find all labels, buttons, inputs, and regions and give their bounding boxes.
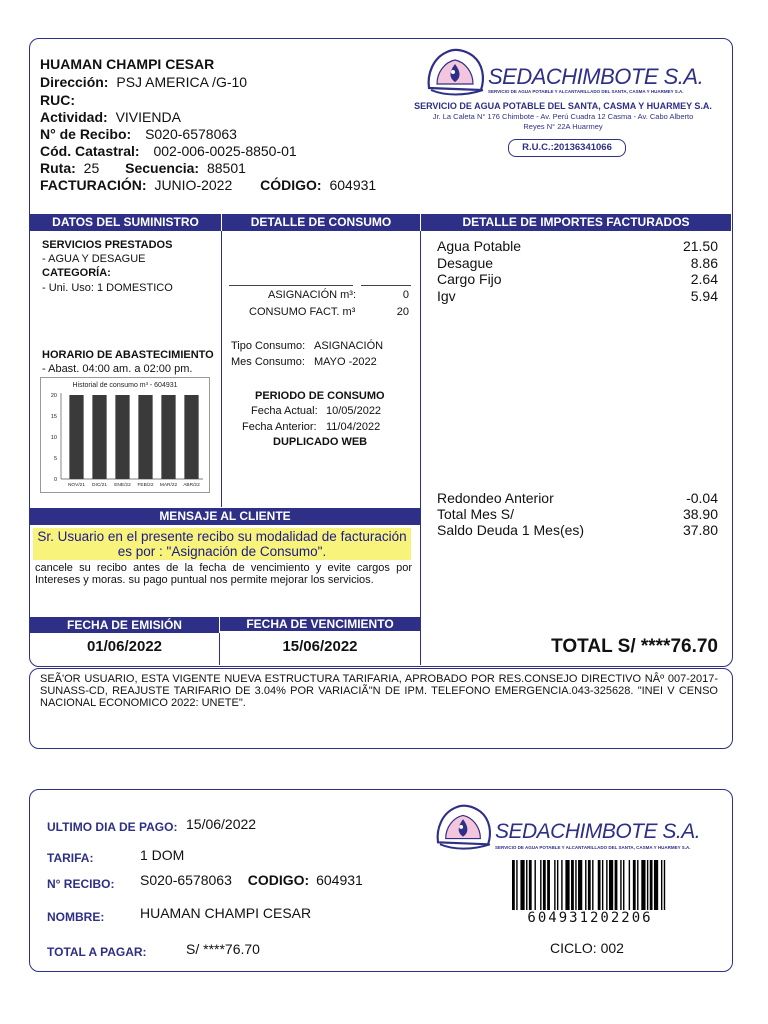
- barcode-bar: [520, 860, 524, 910]
- chart-bar: [161, 395, 175, 479]
- chart-y-tick-label: 10: [50, 435, 57, 441]
- horario-label: HORARIO DE ABASTECIMIENTO: [42, 349, 214, 361]
- barcode-bar: [516, 860, 517, 910]
- barcode-bar: [606, 860, 607, 910]
- stub-ultimo-value: 15/06/2022: [186, 816, 257, 832]
- fecha-anterior-value: 11/04/2022: [326, 421, 381, 433]
- barcode-bar: [615, 860, 618, 910]
- facturacion-value: JUNIO-2022: [154, 177, 233, 193]
- importe-total-value: -0.04: [686, 490, 718, 506]
- direccion-value: PSJ AMERICA /G-10: [116, 74, 248, 90]
- importe-label: Agua Potable: [437, 238, 522, 254]
- barcode-bar: [565, 860, 569, 910]
- divider-col-1: [221, 231, 222, 507]
- fecha-vencimiento-value: 15/06/2022: [282, 638, 358, 655]
- importe-value: 5.94: [690, 287, 718, 304]
- catastral-value: 002-006-0025-8850-01: [153, 143, 297, 159]
- consumo-line-1: [229, 285, 353, 286]
- barcode-bar: [633, 860, 636, 910]
- chart-x-tick-label: ABR/22: [183, 483, 200, 488]
- barcode-bar: [609, 860, 613, 910]
- barcode-bar: [598, 860, 601, 910]
- consumo-fact-value: 20: [396, 306, 409, 318]
- barcode-number: 604931202206: [527, 910, 653, 926]
- company-tagline: SERVICIO DE AGUA POTABLE Y ALCANTARILLADO DEL SANTA, CASMA Y HUARMEY S.A.: [488, 89, 684, 94]
- servicios-label: SERVICIOS PRESTADOS: [42, 239, 173, 251]
- company-service: SERVICIO DE AGUA POTABLE DEL SANTA, CASMA Y HUARMEY S.A.: [414, 101, 712, 111]
- importe-value: 8.86: [690, 254, 718, 271]
- stub-recibo-label: N° RECIBO:: [47, 877, 115, 891]
- header-fecha-vencimiento: FECHA DE VENCIMIENTO: [220, 617, 420, 631]
- chart-title: Historial de consumo m³ - 604931: [72, 382, 178, 389]
- fecha-actual-value: 10/05/2022: [326, 405, 382, 417]
- barcode-bar: [540, 860, 541, 910]
- barcode-bar: [647, 860, 648, 910]
- facturacion-row: [40, 177, 376, 193]
- barcode-bar: [543, 860, 546, 910]
- chart-x-tick-label: FEB/22: [137, 483, 154, 488]
- chart-x-tick-label: NOV/21: [67, 483, 86, 488]
- chart-bar: [115, 395, 129, 479]
- importe-value: 21.50: [682, 238, 718, 254]
- barcode-bar: [547, 860, 550, 910]
- chart-y-tick-label: 5: [53, 456, 57, 462]
- periodo-label: PERIODO DE CONSUMO: [255, 390, 385, 402]
- barcode-bar: [641, 860, 645, 910]
- servicios-value: - AGUA Y DESAGUE: [42, 253, 146, 265]
- ruc-label: RUC:: [40, 92, 75, 108]
- barcode-bar: [620, 860, 621, 910]
- consumption-chart-svg: [41, 378, 209, 492]
- horario-value: - Abast. 04:00 am. a 02:00 pm.: [42, 363, 193, 375]
- catastral-label: Cód. Catastral:: [40, 143, 140, 159]
- recibo-value: S020-6578063: [145, 126, 237, 142]
- mensaje-highlight: Sr. Usuario en el presente recibo su modalidad de facturación es por : "Asignación de Consumo".: [33, 528, 411, 560]
- actividad-label: Actividad:: [40, 109, 108, 125]
- chart-bar: [138, 395, 152, 479]
- divider-col-2: [420, 231, 421, 665]
- barcode-bar: [585, 860, 586, 910]
- recibo-row: [40, 126, 237, 142]
- barcode-bar: [592, 860, 593, 910]
- chart-y-tick-label: 20: [50, 393, 57, 399]
- asignacion-label: ASIGNACIÓN m³:: [268, 289, 357, 301]
- barcode-bar: [661, 860, 662, 910]
- header-fecha-emision: FECHA DE EMISIÓN: [30, 617, 219, 633]
- recibo-label: N° de Recibo:: [40, 126, 132, 142]
- secuencia-value: 88501: [206, 160, 246, 176]
- importe-total-label: Total Mes S/: [437, 506, 515, 522]
- importe-total-value: 37.80: [682, 522, 718, 538]
- stub-tarifa-value: 1 DOM: [140, 847, 185, 863]
- company-ruc-badge: R.U.C.:20136341066: [508, 139, 626, 157]
- company-logo-icon: [425, 44, 487, 98]
- consumo-fact-label: CONSUMO FACT. m³: [249, 306, 356, 318]
- stub-total-value: S/ ****76.70: [186, 941, 260, 957]
- barcode-bar: [554, 860, 555, 910]
- stub-nombre-label: NOMBRE:: [47, 910, 105, 924]
- consumption-chart: [40, 377, 210, 493]
- barcode: [512, 860, 668, 910]
- barcode-bar: [637, 860, 638, 910]
- barcode-bar: [557, 860, 558, 910]
- barcode-bar: [534, 860, 535, 910]
- stub-nombre-value: HUAMAN CHAMPI CESAR: [140, 905, 312, 921]
- stub-total-label: TOTAL A PAGAR:: [47, 945, 147, 959]
- barcode-bar: [529, 860, 532, 910]
- catastral-row: [40, 143, 297, 159]
- header-importes: DETALLE DE IMPORTES FACTURADOS: [421, 214, 731, 231]
- importe-total-label: Saldo Deuda 1 Mes(es): [437, 522, 585, 538]
- fecha-anterior-label: Fecha Anterior:: [242, 421, 317, 433]
- fecha-actual-label: Fecha Actual:: [251, 405, 318, 417]
- stub-recibo-value: S020-6578063: [140, 872, 232, 888]
- importe-label: Desague: [437, 254, 494, 271]
- chart-x-tick-label: DIC/21: [92, 483, 107, 488]
- categoria-label: CATEGORÍA:: [42, 267, 111, 279]
- header-mensaje: MENSAJE AL CLIENTE: [30, 508, 420, 525]
- barcode-bar: [571, 860, 574, 910]
- stub-company-name: SEDACHIMBOTE S.A.: [495, 820, 701, 843]
- barcode-bar: [512, 860, 515, 910]
- stub-logo-icon: [434, 800, 494, 852]
- chart-bar: [69, 395, 83, 479]
- codigo-value: 604931: [329, 177, 377, 193]
- aviso-text: SEÃ'OR USUARIO, ESTA VIGENTE NUEVA ESTRUCTURA TARIFARIA, APROBADO POR RES.CONSEJO DIRECTIVO NÂº 007-2017-SUNASS-CD, REAJUSTE TARIFARIO DE 3.04% POR VARIACIÃ"N DE IPM. TELEFONO EMERGENCIA.043-325628. "INEI V CENSO NACIONAL ECONOMICO 2022: UNETE".: [40, 673, 718, 709]
- stub-codigo-label: CODIGO:: [247, 872, 310, 888]
- tipo-consumo-value: ASIGNACIÓN: [314, 340, 384, 352]
- total-amount: TOTAL S/ ****76.70: [551, 636, 718, 657]
- importe-total-label: Redondeo Anterior: [437, 490, 554, 506]
- stub-ultimo-label: ULTIMO DIA DE PAGO:: [47, 820, 178, 834]
- asignacion-value: 0: [402, 289, 409, 301]
- actividad-value: VIVIENDA: [115, 109, 181, 125]
- barcode-bar: [629, 860, 630, 910]
- importe-label: Igv: [437, 287, 456, 304]
- barcode-bar: [578, 860, 582, 910]
- stub-company-tagline: SERVICIO DE AGUA POTABLE Y ALCANTARILLADO DEL SANTA, CASMA Y HUARMEY S.A.: [495, 845, 691, 850]
- tipo-consumo-label: Tipo Consumo:: [231, 340, 306, 352]
- barcode-bar: [561, 860, 562, 910]
- chart-y-tick-label: 0: [53, 477, 57, 483]
- barcode-bar: [575, 860, 576, 910]
- barcode-bar: [664, 860, 665, 910]
- mes-consumo-label: Mes Consumo:: [231, 356, 305, 368]
- chart-x-tick-label: MAR/22: [159, 483, 178, 488]
- barcode-svg: [512, 860, 668, 910]
- mensaje-body: cancele su recibo antes de la fecha de vencimiento y evite cargos por Intereses y moras. su pago puntual nos permite mejorar los servicios.: [35, 562, 412, 586]
- stub-codigo-value: 604931: [316, 872, 363, 888]
- fecha-emision-value: 01/06/2022: [86, 638, 163, 655]
- chart-y-tick-label: 15: [50, 414, 57, 420]
- consumo-line-2: [361, 285, 411, 286]
- categoria-value: - Uni. Uso: 1 DOMESTICO: [42, 282, 173, 294]
- stub-tarifa-label: TARIFA:: [47, 851, 94, 865]
- client-name: HUAMAN CHAMPI CESAR: [40, 56, 215, 72]
- ciclo-label: CICLO: 002: [550, 940, 624, 956]
- barcode-bar: [650, 860, 653, 910]
- facturacion-label: FACTURACIÓN:: [40, 177, 147, 193]
- chart-x-tick-label: ENE/22: [114, 483, 131, 488]
- direccion-row: [40, 74, 247, 90]
- direccion-label: Dirección:: [40, 74, 109, 90]
- duplicado-label: DUPLICADO WEB: [273, 436, 368, 448]
- barcode-bar: [623, 860, 624, 910]
- company-address-2: Reyes N° 22A Huarmey: [523, 122, 603, 131]
- barcode-bar: [602, 860, 603, 910]
- barcode-bar: [654, 860, 658, 910]
- ruta-value: 25: [83, 160, 100, 176]
- barcode-bar: [588, 860, 591, 910]
- stub-recibo-row: [140, 872, 363, 888]
- importe-value: 2.64: [690, 271, 718, 287]
- actividad-row: [40, 109, 181, 125]
- ruta-row: [40, 160, 246, 176]
- chart-bar: [184, 395, 198, 479]
- importe-total-value: 38.90: [682, 506, 718, 522]
- codigo-label: CÓDIGO:: [260, 177, 322, 193]
- secuencia-label: Secuencia:: [125, 160, 200, 176]
- company-name: SEDACHIMBOTE S.A.: [488, 64, 704, 89]
- header-consumo: DETALLE DE CONSUMO: [222, 214, 420, 231]
- mes-consumo-value: MAYO -2022: [314, 356, 377, 368]
- company-address-1: Jr. La Caleta N° 176 Chimbote - Av. Perú Cuadra 12 Casma - Av. Cabo Alberto: [432, 112, 694, 121]
- header-suministro: DATOS DEL SUMINISTRO: [30, 214, 221, 231]
- chart-bar: [92, 395, 106, 479]
- barcode-bar: [526, 860, 527, 910]
- ruta-label: Ruta:: [40, 160, 76, 176]
- importe-label: Cargo Fijo: [437, 271, 502, 287]
